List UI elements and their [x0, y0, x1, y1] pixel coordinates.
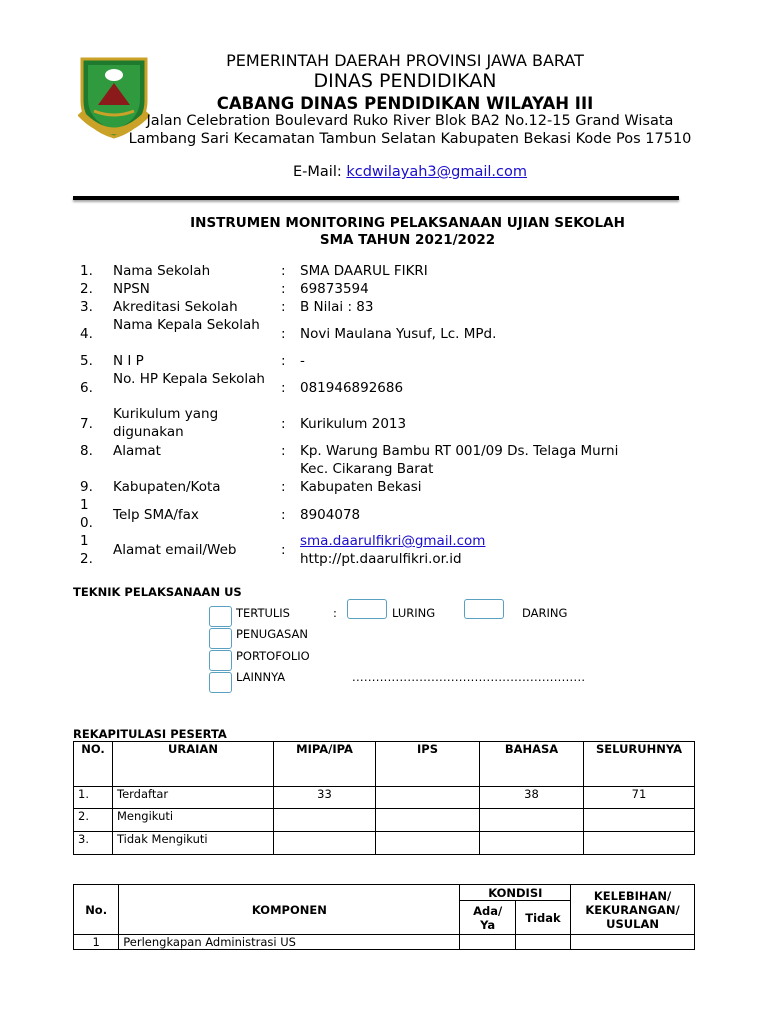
- school-website: http://pt.daarulfikri.or.id: [300, 551, 462, 567]
- table-cell: 33: [274, 787, 376, 809]
- table-cell: 2.: [74, 809, 113, 832]
- table-cell: [571, 935, 695, 950]
- rekap-header-uraian: URAIAN: [113, 742, 274, 787]
- table-cell: [376, 809, 480, 832]
- tertulis-label: TERTULIS: [236, 606, 290, 620]
- header-branch: CABANG DINAS PENDIDIKAN WILAYAH III: [216, 94, 594, 113]
- table-row: [74, 787, 695, 809]
- luring-label: LURING: [392, 606, 436, 620]
- header-divider: [73, 196, 679, 200]
- rekap-header-bahasa: BAHASA: [480, 742, 584, 787]
- table-cell: [376, 787, 480, 809]
- table-cell: [584, 809, 695, 832]
- header-government: PEMERINTAH DAERAH PROVINSI JAWA BARAT: [226, 51, 584, 70]
- table-cell: Perlengkapan Administrasi US: [119, 935, 460, 950]
- lainnya-checkbox[interactable]: [209, 672, 232, 693]
- portofolio-label: PORTOFOLIO: [236, 649, 310, 663]
- komponen-header-ada: Ada/ Ya: [460, 901, 515, 935]
- table-cell: 71: [584, 787, 695, 809]
- komponen-header-tidak: Tidak: [515, 901, 570, 935]
- rekap-header-no: NO.: [74, 742, 113, 787]
- penugasan-checkbox[interactable]: [209, 628, 232, 649]
- email-label: E-Mail:: [293, 164, 347, 180]
- komponen-header-no: No.: [74, 885, 119, 935]
- table-cell: [584, 832, 695, 855]
- header-address: Jalan Celebration Boulevard Ruko River Blok BA2 No.12-15 Grand Wisata Lambang Sari Kecamatan Tambun Selatan Kabupaten Bekasi Kode Pos 17510: [128, 113, 692, 147]
- rekap-heading: REKAPITULASI PESERTA: [73, 727, 227, 741]
- school-email-link[interactable]: sma.daarulfikri@gmail.com: [300, 533, 486, 549]
- header-email-link[interactable]: kcdwilayah3@gmail.com: [346, 164, 527, 180]
- table-cell: [274, 832, 376, 855]
- table-cell: Tidak Mengikuti: [113, 832, 274, 855]
- table-cell: 1: [74, 935, 119, 950]
- komponen-header-komponen: KOMPONEN: [119, 885, 460, 935]
- table-cell: 38: [480, 787, 584, 809]
- table-cell: [515, 935, 570, 950]
- komponen-header-row: [74, 885, 695, 901]
- portofolio-checkbox[interactable]: [209, 650, 232, 671]
- tertulis-checkbox[interactable]: [209, 606, 232, 627]
- penugasan-label: PENUGASAN: [236, 627, 308, 641]
- table-cell: 1.: [74, 787, 113, 809]
- table-row: [74, 832, 695, 855]
- document-title: INSTRUMEN MONITORING PELAKSANAAN UJIAN SEKOLAH: [190, 215, 625, 231]
- rekap-header-mipa: MIPA/IPA: [274, 742, 376, 787]
- komponen-header-kondisi: KONDISI: [460, 885, 571, 901]
- rekap-header-ips: IPS: [376, 742, 480, 787]
- table-cell: Mengikuti: [113, 809, 274, 832]
- header-email-line: [120, 164, 700, 180]
- table-cell: [460, 935, 515, 950]
- table-cell: [480, 832, 584, 855]
- table-cell: [274, 809, 376, 832]
- luring-checkbox[interactable]: [347, 599, 387, 619]
- lainnya-fill-line: ...........................................................: [352, 670, 586, 684]
- tertulis-colon: :: [333, 606, 337, 620]
- rekap-header-seluruhnya: SELURUHNYA: [584, 742, 695, 787]
- rekap-table: [73, 741, 695, 855]
- header-office: DINAS PENDIDIKAN: [313, 70, 497, 92]
- komponen-header-kelebihan: KELEBIHAN/ KEKURANGAN/ USULAN: [571, 885, 695, 935]
- teknik-heading: TEKNIK PELAKSANAAN US: [73, 585, 242, 599]
- table-cell: [376, 832, 480, 855]
- document-subtitle: SMA TAHUN 2021/2022: [319, 232, 496, 248]
- table-row: [74, 809, 695, 832]
- daring-checkbox[interactable]: [464, 599, 504, 619]
- table-row: [74, 935, 695, 950]
- table-cell: 3.: [74, 832, 113, 855]
- lainnya-label: LAINNYA: [236, 670, 286, 684]
- table-cell: Terdaftar: [113, 787, 274, 809]
- komponen-table: [73, 884, 695, 950]
- daring-label: DARING: [522, 606, 568, 620]
- rekap-header-row: [74, 742, 695, 787]
- table-cell: [480, 809, 584, 832]
